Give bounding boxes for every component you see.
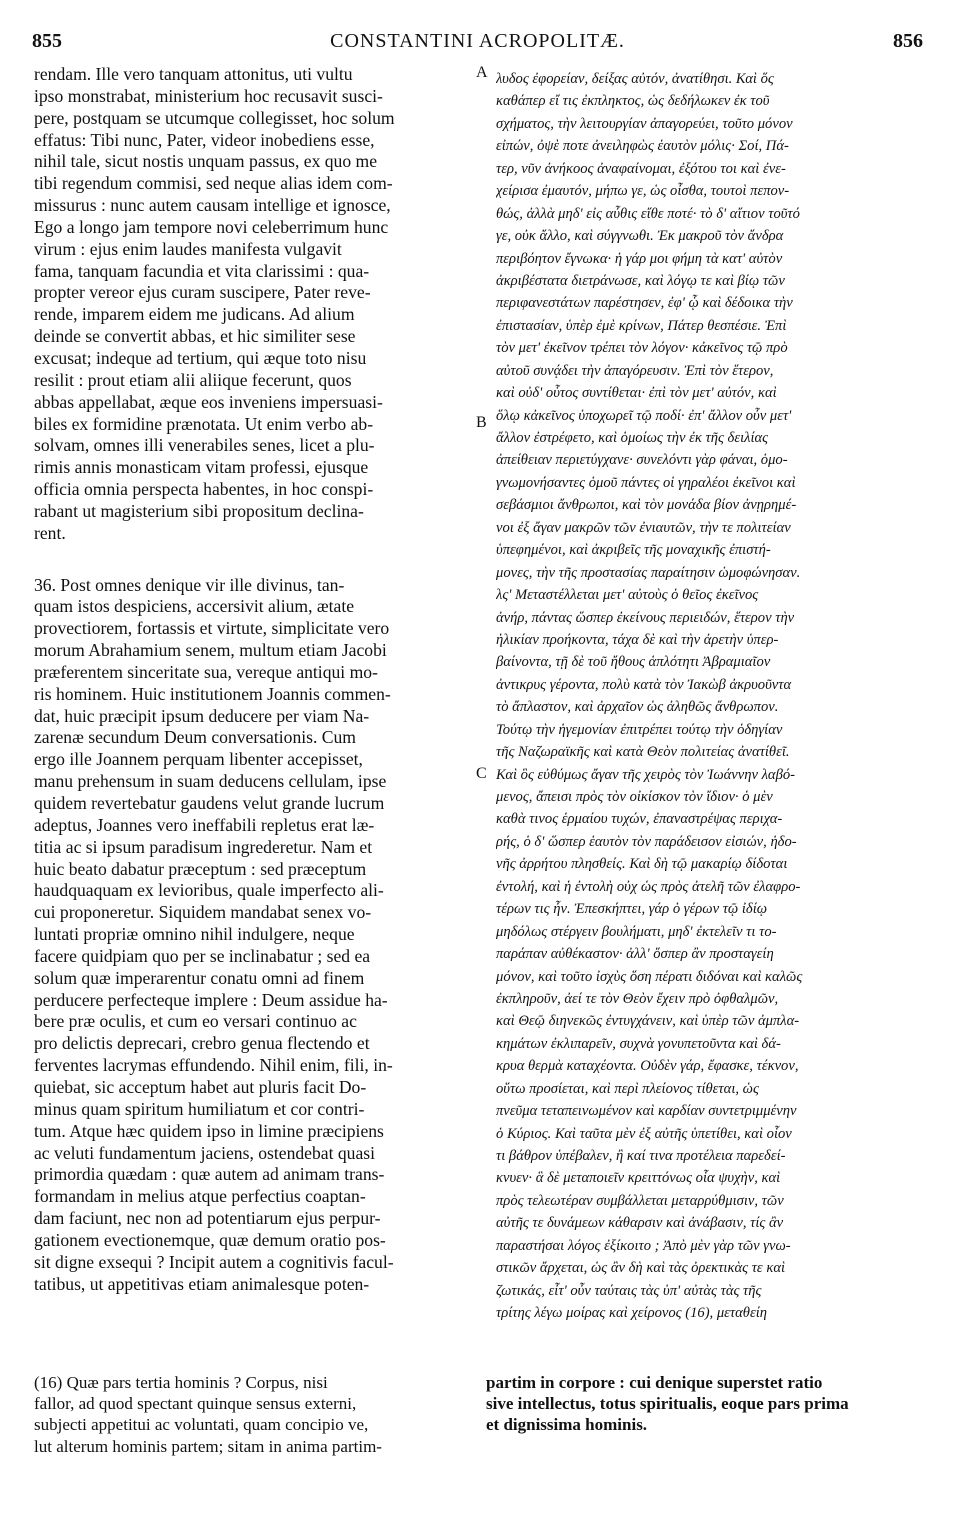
greek-text-line: νῆς ἀρρήτου πλησθείς. Καὶ δὴ τῷ μακαρίῳ δίδοται xyxy=(496,856,788,873)
latin-text-line: 36. Post omnes denique vir ille divinus, tan- xyxy=(34,574,345,595)
marker-c: C xyxy=(476,765,487,782)
greek-text-line: καθὰ τινος ἑρμαίου τυχών, ἐπαναστρέψας περιχα- xyxy=(496,811,783,828)
latin-text-line: effatus: Tibi nunc, Pater, videor inobediens esse, xyxy=(34,129,375,150)
latin-text-line: zarenæ secundum Deum conversationis. Cum xyxy=(34,727,356,748)
latin-text-line: rende, imparem eidem me judicans. Ad alium xyxy=(34,304,355,325)
latin-text-line: rent. xyxy=(34,522,66,543)
latin-text-line: pere, postquam se utcumque collegisset, hoc solum xyxy=(34,107,395,128)
footnote-right xyxy=(486,1372,926,1436)
greek-text-line: κημάτων ἐκλιπαρεῖν, συχνὰ γονυπετοῦντα καὶ δά- xyxy=(496,1035,781,1052)
greek-text-line: ἡλικίαν προήκοντα, τάχα δὲ καὶ τὴν ἀρετὴν ὑπερ- xyxy=(496,631,779,648)
greek-text-line: καθάπερ εἴ τις ἐκπληκτος, ὡς δεδήλωκεν ἐκ τοῦ xyxy=(496,93,770,110)
latin-text-line: nihil tale, sicut nostis unquam passus, ex quo me xyxy=(34,151,378,172)
latin-text-line: haudquaquam ex levioribus, quale imperfecto ali- xyxy=(34,880,384,901)
greek-text-line: κνυεν· ἃ δὲ μεταποιεῖν κρειττόνως οἷα ψυχὴν, καὶ xyxy=(496,1170,781,1187)
greek-text-line: οὕτω προσίεται, καὶ περὶ πλείονος τίθεται, ὡς xyxy=(496,1080,759,1097)
latin-text-line: sit digne exsequi ? Incipit autem a cognitivis facul- xyxy=(34,1251,394,1272)
greek-text-line: τὸ ἄπλαστον, καὶ ἀρχαῖον ὡς ἀληθῶς ἄνθρωπον. xyxy=(496,699,779,716)
greek-text-line: Τούτῳ τὴν ἡγεμονίαν ἐπιτρέπει τούτῳ τὴν ὁδηγίαν xyxy=(496,721,783,738)
greek-text-line: αὐτῆς τε δυνάμεων κάθαρσιν καὶ ἀνάβασιν, τίς ἂν xyxy=(496,1215,784,1232)
latin-text-line: tibi regendum commisi, sed neque alias idem com- xyxy=(34,173,393,194)
greek-text-line: τέρων τις ἦν. Ἐπεσκήπτει, γάρ ὁ γέρων τῷ ἰδίῳ xyxy=(496,901,768,918)
latin-text-line: rimis annis monasticam vitam professi, ejusque xyxy=(34,457,369,478)
latin-text-line: quam istos despiciens, accersivit alium, ætate xyxy=(34,596,355,617)
greek-text-line: περιφανεστάτων παρέστησεν, ἐφ' ᾧ καὶ δέδοικα τὴν xyxy=(496,295,793,312)
footnote-line: subjecti appetitui ac voluntati, quam concipio ve, xyxy=(34,1415,369,1435)
latin-text-line: ferventes lacrymas effundendo. Nihil enim, fili, in- xyxy=(34,1055,393,1076)
latin-text-line: deinde se convertit abbas, et hic similiter sese xyxy=(34,326,356,347)
greek-text-line: εἰπών, ὀψὲ ποτε ἀνειληφὼς ἑαυτὸν μόλις· Σοί, Πά- xyxy=(496,138,789,155)
greek-text-line: σεβάσμιοι ἄνθρωποι, καὶ τὸν μονάδα βίον ἀνῃρημέ- xyxy=(496,497,797,514)
greek-text-line: τρίτης λέγω μοίρας καὶ χείρονος (16), μεταθείη xyxy=(496,1305,768,1322)
greek-text-line: τὸν μετ' ἐκεῖνον τρέπει τὸν λόγον· κἀκεῖνος τῷ πρὸ xyxy=(496,340,788,357)
latin-text-line: excusat; indeque ad tertium, qui æque toto nisu xyxy=(34,347,367,368)
latin-text-line: biles ex formidine prænotata. Ut enim verbo ab- xyxy=(34,413,374,434)
footnote-line: sive intellectus, totus spiritualis, eoque pars prima xyxy=(486,1394,849,1414)
latin-text-line: dat, huic præcipit ipsum deducere per viam Na- xyxy=(34,705,370,726)
greek-text-line: στικῶν ἄρχεται, ὡς ἂν δὴ καὶ τὰς ὀρεκτικὰς τε καὶ xyxy=(496,1260,786,1277)
latin-text-line: missurus : nunc autem causam intellige et ignosce, xyxy=(34,195,391,216)
latin-text-line: virum : ejus enim laudes manifesta vulgavit xyxy=(34,238,342,259)
greek-text-line: αὐτοῦ συνᾴδει τὴν ἀπαγόρευσιν. Ἐπὶ τὸν ἕτερον, xyxy=(496,362,774,379)
latin-text-line: morum Abrahamium senem, multum etiam Jacobi xyxy=(34,640,387,661)
latin-text-line: adeptus, Joannes vero ineffabili repletus erat læ- xyxy=(34,814,375,835)
greek-text-line: χείρισα ἐμαυτόν, μήπω γε, ὡς οἶσθα, τουτοὶ πεπον- xyxy=(496,183,790,200)
latin-text-line: tatibus, ut appetitivas etiam animalesque poten- xyxy=(34,1273,370,1294)
latin-text-line: rabant ut magisterium sibi propositum declina- xyxy=(34,500,364,521)
latin-text-line: manu prehensum in suam deducens cellulam, ipse xyxy=(34,771,387,792)
latin-text-line: formandam in melius atque perfectius coaptan- xyxy=(34,1186,366,1207)
latin-text-line: pro delictis deprecari, crebro genua flectendo et xyxy=(34,1033,370,1054)
greek-text-line: ὁ Κύριος. Καὶ ταῦτα μὲν ἐξ αὐτῆς ὑπετίθει, καὶ οἷον xyxy=(496,1125,792,1142)
footnote-line: partim in corpore : cui denique superstet ratio xyxy=(486,1373,823,1392)
greek-text-line: μενος, ἄπεισι πρὸς τὸν οἰκίσκον τὸν ἴδιον· ὁ μὲν xyxy=(496,789,773,805)
greek-text-line: τῆς Ναζωραϊκῆς καὶ κατὰ Θεὸν πολιτείας ἀνατίθεῖ. xyxy=(496,744,790,761)
greek-text-line: ἀκριβέστατα διετράνωσε, καὶ λόγῳ τε καὶ βίῳ τῶν xyxy=(496,272,785,289)
footnote-line: fallor, ad quod spectant quinque sensus externi, xyxy=(34,1394,357,1414)
latin-text-line: quiebat, sic acceptum habet aut pluris facit Do- xyxy=(34,1076,367,1097)
latin-column xyxy=(34,64,472,1295)
greek-text-line: ἀνήρ, πάντας ὥσπερ ἐκείνους περιειδών, ἕτερον τὴν xyxy=(496,609,795,626)
marker-b: B xyxy=(476,414,487,431)
running-title: CONSTANTINI ACROPOLITÆ. xyxy=(330,30,625,52)
greek-text-line: ἐπιστασίαν, ὑπὲρ ἐμὲ κρίνων, Πάτερ θεσπέσιε. Ἐπὶ xyxy=(496,317,787,334)
page-number-left: 855 xyxy=(32,30,62,52)
latin-text-line: solum quæ imperarentur conatu omni ad finem xyxy=(34,967,365,988)
latin-text-line: primordia quædam : quæ autem ad animam trans- xyxy=(34,1164,385,1185)
greek-text-line: παραστήσαι λόγος ἐξίκοιτο ; Ἀπὸ μὲν γὰρ τῶν γνω- xyxy=(496,1237,791,1254)
latin-text-line: minus quam spiritum humiliatum et cor contri- xyxy=(34,1098,365,1119)
latin-text-line: dam faciunt, nec non ad potentiarum ejus perpur- xyxy=(34,1208,381,1229)
greek-text-line: λς' Μεταστέλλεται μετ' αὐτοὺς ὁ θεῖος ἐκεῖνος xyxy=(496,587,759,604)
latin-text-line: tum. Atque hæc quidem ipso in limine præcipiens xyxy=(34,1120,384,1141)
greek-text-line: νοι ἐξ ἄγαν μακρῶν τῶν ἐνιαυτῶν, τὴν τε πολιτείαν xyxy=(496,519,791,536)
greek-text-line: γε, οὐκ ἄλλο, καὶ σύγγνωθι. Ἐκ μακροῦ τὸν ἄνδρα xyxy=(496,228,784,245)
latin-text-line: resilit : prout etiam alii aliique fecerunt, quos xyxy=(34,369,352,390)
greek-text-line: ἐκπληροῦν, ἀεί τε τὸν Θεὸν ἔχειν πρὸ ὀφθαλμῶν, xyxy=(496,990,779,1007)
latin-text-line: propter vereor ejus curam suscipere, Pater reve- xyxy=(34,282,371,303)
marker-a: A xyxy=(476,64,488,81)
greek-text-line: ρής, ὁ δ' ὥσπερ ἑαυτὸν τὸν παράδεισον εἰσιών, ἡδο- xyxy=(496,833,797,850)
greek-text-line: ὑπεφημένοι, καὶ ἀκριβεῖς τῆς μοναχικῆς ἐπιστή- xyxy=(496,542,771,559)
greek-text-line: πρὸς τελεωτέραν συμβάλλεται μεταρρύθμισιν, τῶν xyxy=(496,1192,784,1209)
latin-text-line: fama, tanquam facundia et vita clarissimi : qua- xyxy=(34,260,370,281)
footnote-line: lut alterum hominis partem; sitam in anima partim- xyxy=(34,1436,382,1456)
latin-text-line: solvam, omnes illi venerabiles senes, licet a plu- xyxy=(34,435,375,456)
greek-text-line: ἐντολή, καὶ ἡ ἐντολὴ οὐχ ὡς πρὸς ἀτελῆ τῶν ἐλαφρο- xyxy=(496,878,801,895)
greek-text-line: τι βάθρον ὑπέβαλεν, ἢ καί τινα προτέλεια παρεδεί- xyxy=(496,1148,786,1164)
latin-text-line: cui proponeretur. Siquidem mandabat senex vo- xyxy=(34,902,372,923)
page-number-right: 856 xyxy=(893,30,923,52)
greek-column xyxy=(496,68,920,1325)
latin-text-line: abbas appellabat, æque eos inveniens impersuasi- xyxy=(34,391,383,412)
latin-text-line: provectiorem, fortassis et virtute, simplicitate vero xyxy=(34,618,390,639)
latin-text-line: facere quidpiam quo per se inclinabatur ; sed ea xyxy=(34,945,371,966)
latin-text-line: ipso monstrabat, ministerium hoc recusavit susci- xyxy=(34,85,383,106)
footnote-line: (16) Quæ pars tertia hominis ? Corpus, nisi xyxy=(34,1373,328,1392)
greek-text-line: τερ, νῦν ἀνήκοος ἀναφαίνομαι, ἐξότου τοι καὶ ἐνε- xyxy=(496,160,786,177)
latin-text-line: ergo ille Joannem perquam libenter accepisset, xyxy=(34,749,363,770)
latin-text-line: huic beato dabatur præceptum : sed præceptum xyxy=(34,858,367,879)
greek-text-line: ζωτικάς, εἶτ' οὖν ταύταις τὰς ὑπ' αὐτὰς τὰς τῆς xyxy=(496,1282,762,1299)
greek-text-line: μηδόλως στέργειν βουλήματι, μηδ' ἐκτελεῖν τι το- xyxy=(496,923,777,940)
greek-text-line: σχήματος, τὴν λειτουργίαν ἀπαγορεύει, τοῦτο μόνον xyxy=(496,115,793,132)
greek-text-line: ἄλλον ἐστρέφετο, καὶ ὁμοίως τὴν ἐκ τῆς δειλίας xyxy=(496,430,769,446)
page-header xyxy=(32,30,923,60)
greek-text-line: ὅλῳ κἀκεῖνος ὑποχωρεῖ τῷ ποδί· ἐπ' ἄλλον οὖν μετ' xyxy=(496,407,792,424)
paragraph-gap xyxy=(34,545,472,575)
latin-text-line: Ego a longo jam tempore novi celeberrimum hunc xyxy=(34,216,389,237)
greek-text-line: περιβόητον ἔγνωκα· ἡ γάρ μοι φήμη τὰ κατ' αὐτὸν xyxy=(496,250,783,267)
greek-text-line: μονες, τὴν τῆς προστασίας παραίτησιν ὡμοφώνησαν. xyxy=(496,564,801,581)
latin-text-line: rendam. Ille vero tanquam attonitus, uti vultu xyxy=(34,64,353,84)
greek-text-line: γνωμονήσαντες ὁμοῦ πάντες οἱ γηραλέοι ἐκεῖνοι καὶ xyxy=(496,474,796,491)
latin-text-line: officia omnia perspecta habentes, in hoc conspi- xyxy=(34,479,374,500)
greek-text-line: Καὶ ὃς εὐθύμως ἄγαν τῆς χειρὸς τὸν Ἰωάννην λαβό- xyxy=(496,766,796,783)
greek-text-line: παράπαν αὐθέκαστον· ἀλλ' ὅσπερ ἂν προσταγείη xyxy=(496,946,774,963)
greek-text-line: καὶ Θεῷ διηνεκῶς ἐντυγχάνειν, καὶ ὑπὲρ τῶν ἀμπλα- xyxy=(496,1013,800,1030)
latin-text-line: quidem revertebatur gaudens velut grande lucrum xyxy=(34,793,385,813)
greek-text-line: λυδος ἐφορείαν, δείξας αὐτόν, ἀνατίθησι. Καὶ ὅς xyxy=(496,71,774,87)
latin-text-line: ris hominem. Huic institutionem Joannis commen- xyxy=(34,683,391,704)
footnote-left xyxy=(34,1372,474,1457)
greek-text-line: ἀπείθειαν περιετύγχανε· συνελόντι γὰρ φάναι, ὁμο- xyxy=(496,452,788,469)
latin-text-line: perducere perfecteque implere : Deum assidue ha- xyxy=(34,989,388,1010)
latin-text-line: titia ac si ipsum paradisum ingrederetur. Nam et xyxy=(34,836,373,857)
latin-text-line: ac veluti fundamentum jaciens, ostendebat quasi xyxy=(34,1142,376,1163)
greek-text-line: βαίνοντα, τῇ δὲ τοῦ ἤθους ἁπλότητι Ἀβραμιαῖον xyxy=(496,654,771,671)
footnote-line: et dignissima hominis. xyxy=(486,1415,648,1435)
latin-text-line: bere præ oculis, et cum eo versari continuo ac xyxy=(34,1011,357,1032)
latin-text-line: luntati propriæ omnino nihil indulgere, neque xyxy=(34,924,355,945)
greek-text-line: θώς, ἀλλὰ μηδ' εἰς αὖθις εἴθε ποτέ· τὸ δ' αἴτιον τοῦτό xyxy=(496,205,800,222)
greek-text-line: πνεῦμα τεταπεινωμένον καὶ καρδίαν συντετριμμένην xyxy=(496,1103,797,1120)
greek-text-line: καὶ οὐδ' οὗτος συντίθεται· ἐπὶ τὸν μετ' αὐτόν, καὶ xyxy=(496,385,777,402)
greek-text-line: ἀντικρυς γέροντα, πολὺ κατὰ τὸν Ἰακὼβ ἀκρυοῦντα xyxy=(496,676,792,693)
latin-text-line: præferentem sinceritate sua, vereque antiqui mo- xyxy=(34,661,378,682)
greek-text-line: κρυα θερμὰ καταχέοντα. Οὐδὲν γάρ, ἔφασκε, τέκνον, xyxy=(496,1058,799,1075)
latin-text-line: gationem evectionemque, quæ demum oratio pos- xyxy=(34,1229,386,1250)
greek-text-line: μόνον, καὶ τοῦτο ἰσχὺς ὅση πέρατι διδόναι καὶ καλῶς xyxy=(496,968,803,985)
